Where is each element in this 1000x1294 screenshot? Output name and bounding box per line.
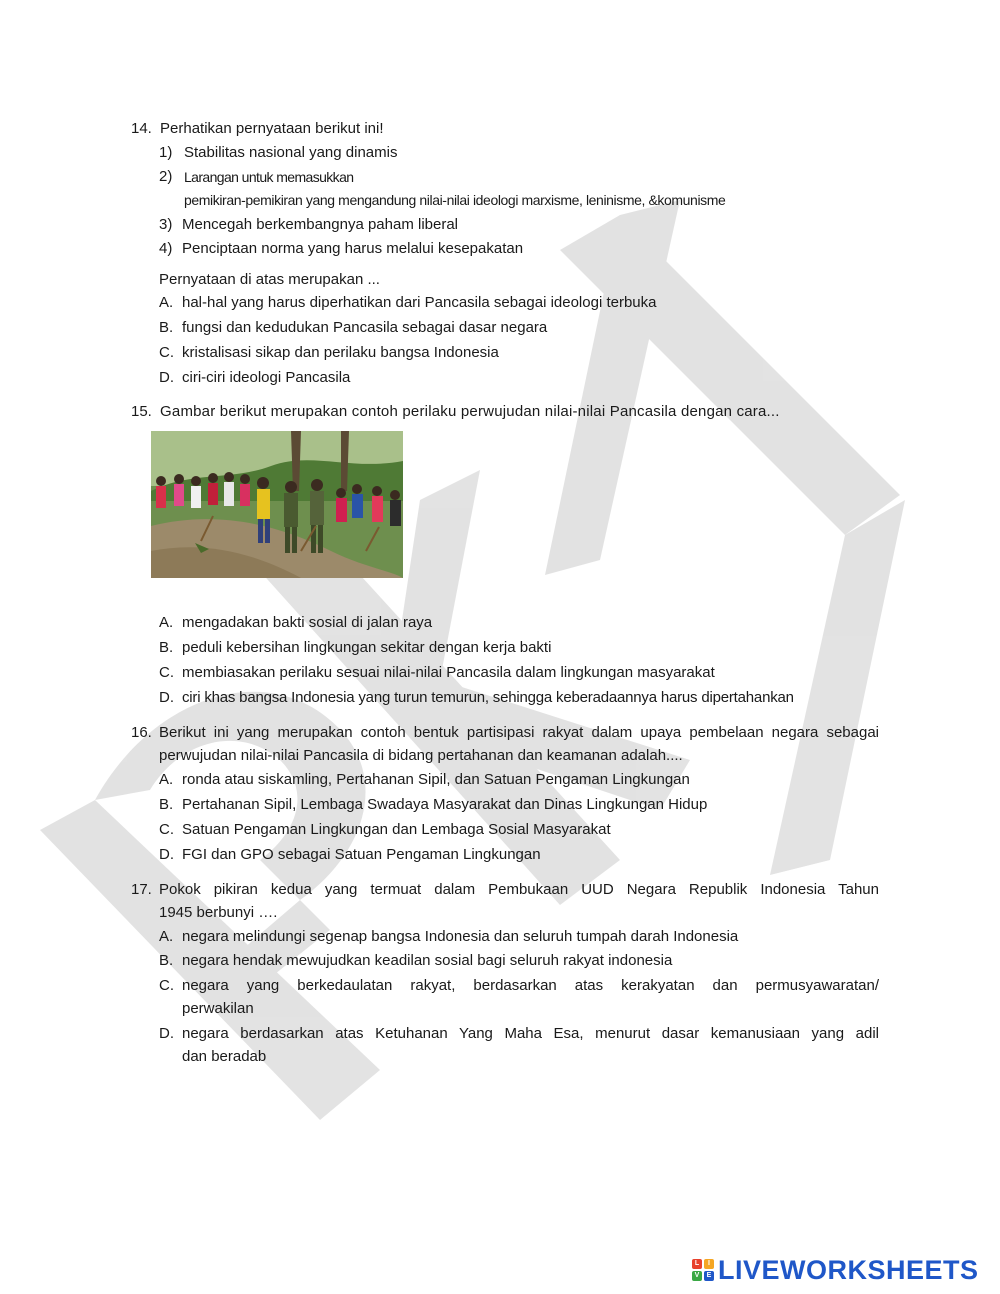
statement-number: 2) [159, 168, 173, 185]
q15-option-c[interactable] [159, 663, 715, 683]
q15-option-b[interactable] [159, 638, 552, 658]
q14-option-d[interactable] [159, 368, 351, 388]
q14-statement-2-continued: pemikiran-pemikiran yang mengandung nilai-nilai ideologi marxisme, leninisme, &komunisme [184, 192, 726, 208]
option-letter: D. [159, 689, 174, 706]
q16-option-d[interactable] [159, 845, 541, 865]
q16-option-b[interactable] [159, 795, 708, 815]
q14-statement-1 [159, 143, 398, 163]
statement-number: 4) [159, 240, 173, 257]
logo-tile: V [692, 1271, 702, 1281]
statement-text: Stabilitas nasional yang dinamis [184, 144, 398, 161]
option-text: hal-hal yang harus diperhatikan dari Pancasila sebagai ideologi terbuka [182, 294, 657, 311]
q16-question-line-2: perwujudan nilai-nilai Pancasila di bidang pertahanan dan keamanan adalah.... [159, 747, 683, 764]
logo-icon [692, 1259, 714, 1281]
q15-option-a[interactable] [159, 613, 433, 633]
q15-text: Gambar berikut merupakan contoh perilaku perwujudan nilai-nilai Pancasila dengan cara... [160, 403, 780, 420]
option-letter: B. [159, 639, 174, 656]
statement-text: Mencegah berkembangnya paham liberal [182, 216, 459, 233]
q14-statement-2 [159, 167, 354, 187]
option-text: negara hendak mewujudkan keadilan sosial bagi seluruh rakyat indonesia [182, 952, 673, 969]
option-text: Pertahanan Sipil, Lembaga Swadaya Masyarakat dan Dinas Lingkungan Hidup [182, 796, 708, 813]
option-letter: B. [159, 319, 174, 336]
q17-option-d[interactable] [159, 1024, 174, 1044]
q14-statement-4 [159, 239, 524, 259]
option-letter: C. [159, 344, 174, 361]
option-text: ciri khas bangsa Indonesia yang turun temurun, sehingga keberadaannya harus dipertahankan [182, 689, 794, 706]
option-text: FGI dan GPO sebagai Satuan Pengaman Lingkungan [182, 846, 541, 863]
logo-tile: I [704, 1259, 714, 1269]
q17-option-a[interactable] [159, 927, 739, 947]
q17-option-c[interactable] [159, 976, 174, 996]
option-letter: A. [159, 294, 174, 311]
option-letter: D. [159, 369, 174, 386]
option-letter: C. [159, 664, 174, 681]
q14-option-a[interactable] [159, 293, 657, 313]
q14-number: 14. [131, 120, 152, 137]
q17-question-line-1: Pokok pikiran kedua yang termuat dalam Pembukaan UUD Negara Republik Indonesia Tahun [159, 881, 879, 898]
q14-statement-3 [159, 215, 459, 235]
q14-option-c[interactable] [159, 343, 499, 363]
option-letter: B. [159, 796, 174, 813]
option-letter: A. [159, 614, 174, 631]
q17-option-c-text-line-1: negara yang berkedaulatan rakyat, berdasarkan atas kerakyatan dan permusyawaratan/ [182, 977, 879, 994]
q17-option-d-text-line-2: dan beradab [182, 1048, 267, 1065]
q17-option-b[interactable] [159, 951, 673, 971]
option-text: ronda atau siskamling, Pertahanan Sipil, dan Satuan Pengaman Lingkungan [182, 771, 690, 788]
statement-number: 3) [159, 216, 173, 233]
q16-option-c[interactable] [159, 820, 611, 840]
q14-question [131, 119, 384, 139]
option-letter: A. [159, 928, 174, 945]
option-letter: C. [159, 821, 174, 838]
option-letter: A. [159, 771, 174, 788]
q15-number: 15. [131, 403, 152, 420]
q14-prompt: Pernyataan di atas merupakan ... [159, 271, 380, 288]
option-text: Satuan Pengaman Lingkungan dan Lembaga Sosial Masyarakat [182, 821, 611, 838]
option-text: mengadakan bakti sosial di jalan raya [182, 614, 433, 631]
q14-option-b[interactable] [159, 318, 548, 338]
q16-question-line-1: Berikut ini yang merupakan contoh bentuk partisipasi rakyat dalam upaya pembelaan negara sebagai [159, 724, 879, 741]
statement-text: Larangan untuk memasukkan [184, 169, 354, 185]
statement-text: Penciptaan norma yang harus melalui kesepakatan [182, 240, 524, 257]
q16-number: 16. [131, 724, 152, 741]
option-text: kristalisasi sikap dan perilaku bangsa Indonesia [182, 344, 499, 361]
q16-option-a[interactable] [159, 770, 690, 790]
option-text: negara melindungi segenap bangsa Indonesia dan seluruh tumpah darah Indonesia [182, 928, 739, 945]
option-text: ciri-ciri ideologi Pancasila [182, 369, 351, 386]
option-letter: D. [159, 1025, 174, 1042]
option-text: peduli kebersihan lingkungan sekitar dengan kerja bakti [182, 639, 552, 656]
q17-option-c-text-line-2: perwakilan [182, 1000, 254, 1017]
q15-option-d[interactable] [159, 688, 794, 708]
q17-option-d-text-line-1: negara berdasarkan atas Ketuhanan Yang Maha Esa, menurut dasar kemanusiaan yang adil [182, 1025, 879, 1042]
q17-question-line-2: 1945 berbunyi …. [159, 904, 278, 921]
community-cleanup-photo [151, 431, 403, 578]
option-letter: C. [159, 977, 174, 994]
option-text: membiasakan perilaku sesuai nilai-nilai Pancasila dalam lingkungan masyarakat [182, 664, 715, 681]
q17-number: 17. [131, 881, 152, 898]
statement-number: 1) [159, 144, 173, 161]
q14-text: Perhatikan pernyataan berikut ini! [160, 120, 384, 137]
q15-question [131, 402, 780, 422]
logo-text: LIVEWORKSHEETS [718, 1254, 979, 1285]
logo-tile: E [704, 1271, 714, 1281]
option-text: fungsi dan kedudukan Pancasila sebagai dasar negara [182, 319, 548, 336]
option-letter: D. [159, 846, 174, 863]
liveworksheets-logo [692, 1254, 979, 1286]
logo-tile: L [692, 1259, 702, 1269]
option-letter: B. [159, 952, 174, 969]
